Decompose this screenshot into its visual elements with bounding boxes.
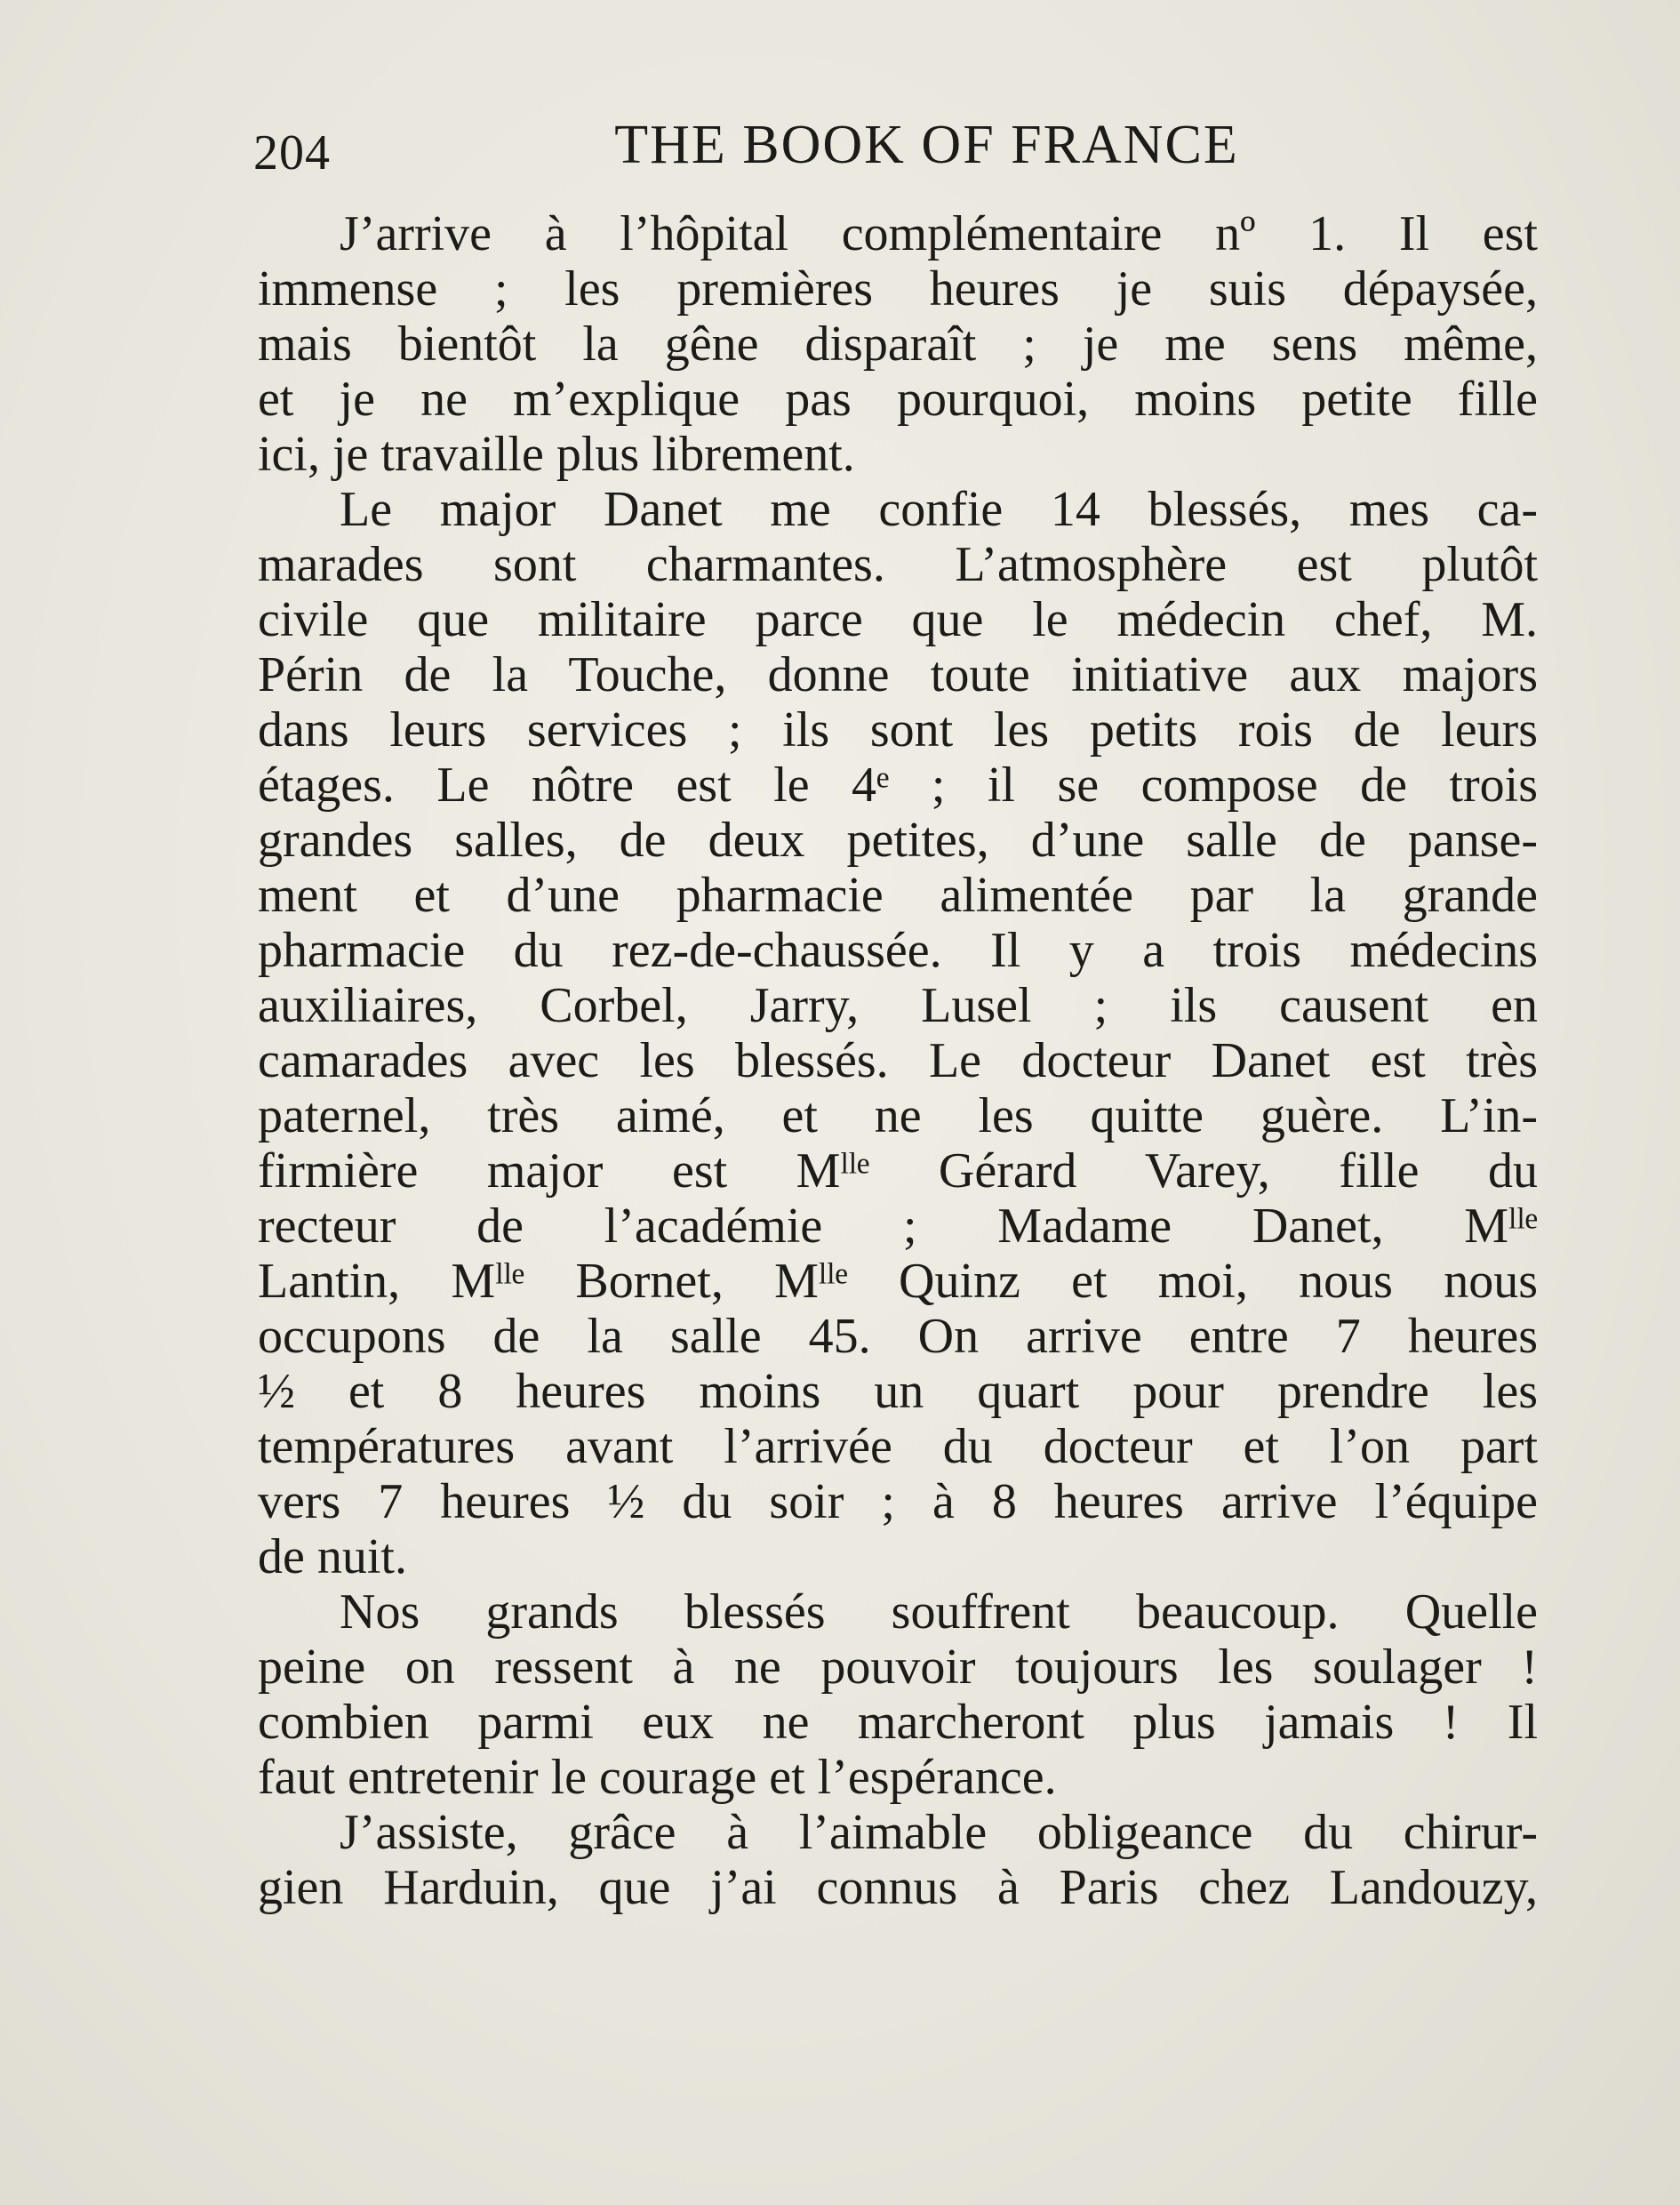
text-line: firmière major est Mˡˡᵉ Gérard Varey, fille du [258, 1143, 1538, 1199]
text-line: occupons de la salle 45. On arrive entre 7 heures [258, 1309, 1538, 1364]
text-line: peine on ressent à ne pouvoir toujours les soulager ! [258, 1640, 1538, 1695]
text-line: recteur de l’académie ; Madame Danet, Mˡˡᵉ [258, 1199, 1538, 1254]
text-line: dans leurs services ; ils sont les petits rois de leurs [258, 702, 1538, 758]
text-line: et je ne m’explique pas pourquoi, moins petite fille [258, 372, 1538, 427]
page-header [253, 114, 1538, 185]
paragraph [258, 1584, 1538, 1805]
text-line: Périn de la Touche, donne toute initiative aux majors [258, 647, 1538, 702]
running-title: THE BOOK OF FRANCE [614, 115, 1239, 175]
body-text [258, 206, 1538, 1915]
text-line: Lantin, Mˡˡᵉ Bornet, Mˡˡᵉ Quinz et moi, nous nous [258, 1254, 1538, 1309]
text-line: marades sont charmantes. L’atmosphère est plutôt [258, 537, 1538, 592]
text-line: combien parmi eux ne marcheront plus jamais ! Il [258, 1695, 1538, 1750]
text-line: civile que militaire parce que le médecin chef, M. [258, 592, 1538, 647]
text-line: mais bientôt la gêne disparaît ; je me sens même, [258, 317, 1538, 372]
text-line: ici, je travaille plus librement. [258, 427, 855, 482]
paragraph [258, 1805, 1538, 1915]
text-line: étages. Le nôtre est le 4ᵉ ; il se compose de trois [258, 758, 1538, 813]
page-number: 204 [253, 125, 331, 180]
text-line: gien Harduin, que j’ai connus à Paris chez Landouzy, [258, 1860, 1538, 1915]
text-line: ½ et 8 heures moins un quart pour prendre les [258, 1364, 1538, 1419]
text-line: immense ; les premières heures je suis dépaysée, [258, 261, 1538, 317]
text-line: vers 7 heures ½ du soir ; à 8 heures arrive l’équipe [258, 1474, 1538, 1529]
text-line: auxiliaires, Corbel, Jarry, Lusel ; ils causent en [258, 978, 1538, 1033]
text-line: de nuit. [258, 1529, 407, 1584]
text-line: camarades avec les blessés. Le docteur Danet est très [258, 1033, 1538, 1088]
text-line: ment et d’une pharmacie alimentée par la grande [258, 868, 1538, 923]
text-line: Le major Danet me confie 14 blessés, mes ca- [340, 482, 1538, 537]
text-line: Nos grands blessés souffrent beaucoup. Quelle [340, 1584, 1538, 1640]
text-line: paternel, très aimé, et ne les quitte guère. L’in- [258, 1088, 1538, 1143]
text-line: températures avant l’arrivée du docteur et l’on part [258, 1419, 1538, 1474]
paragraph [258, 482, 1538, 1584]
text-line: pharmacie du rez-de-chaussée. Il y a trois médecins [258, 923, 1538, 978]
text-line: J’assiste, grâce à l’aimable obligeance du chirur- [340, 1805, 1538, 1860]
text-line: J’arrive à l’hôpital complémentaire nº 1. Il est [340, 206, 1538, 261]
text-line: grandes salles, de deux petites, d’une salle de panse- [258, 813, 1538, 868]
text-line: faut entretenir le courage et l’espérance. [258, 1750, 1057, 1805]
paragraph [258, 206, 1538, 482]
